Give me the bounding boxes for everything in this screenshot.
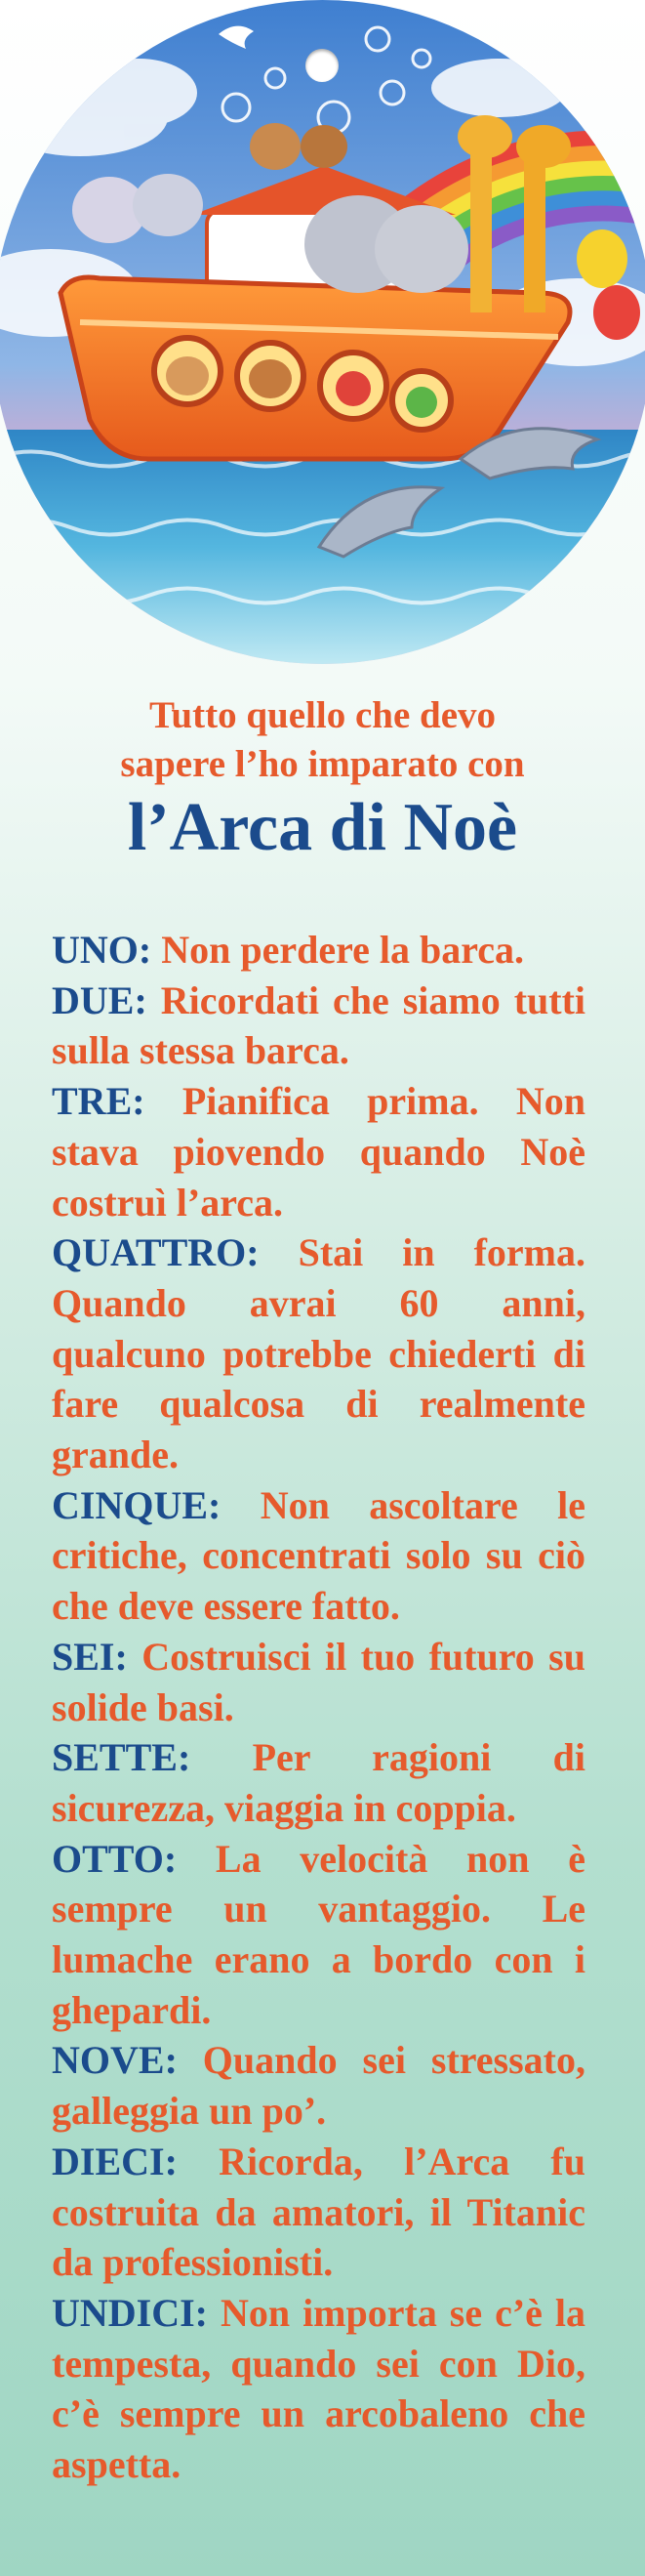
rule-text: La velocità non è sempre un vantaggio. Le lumache erano a bordo con i ghepardi. bbox=[52, 1836, 586, 2032]
punch-hole bbox=[305, 49, 339, 82]
rule-text: Non perdere la barca. bbox=[161, 928, 525, 972]
rule-number: UNDICI: bbox=[52, 2290, 208, 2335]
rules-list bbox=[52, 925, 585, 2490]
rule-number: DUE: bbox=[52, 977, 147, 1022]
rule-number: CINQUE: bbox=[52, 1482, 222, 1527]
rule-text: Stai in forma. Quando avrai 60 anni, qualcuno potrebbe chiederti di fare qualcosa di realmente grande. bbox=[52, 1230, 585, 1477]
rule-item bbox=[52, 1480, 585, 1632]
rule-number: SETTE: bbox=[52, 1735, 191, 1780]
rule-item bbox=[52, 1076, 585, 1227]
rule-number: DIECI: bbox=[52, 2139, 178, 2183]
noah-ark-illustration bbox=[0, 0, 645, 664]
rule-text: Pianifica prima. Non stava piovendo quando Noè costruì l’arca. bbox=[52, 1079, 585, 1225]
rule-item bbox=[52, 1732, 585, 1833]
rule-number: SEI: bbox=[52, 1634, 128, 1679]
rule-text: Non importa se c’è la tempesta, quando sei con Dio, c’è sempre un arcobaleno che aspetta. bbox=[52, 2290, 585, 2487]
intro-line-1: Tutto quello che devo bbox=[148, 694, 497, 736]
rule-number: UNO: bbox=[52, 928, 152, 972]
rule-text: Quando sei stressato, galleggia un po’. bbox=[52, 2038, 585, 2134]
rule-item bbox=[52, 1834, 585, 2036]
rule-text: Costruisci il tuo futuro su solide basi. bbox=[52, 1634, 585, 1729]
rule-number: TRE: bbox=[52, 1079, 145, 1124]
page-title: l’Arca di Noè bbox=[127, 790, 518, 865]
rule-text: Non ascoltare le critiche, concentrati solo su ciò che deve essere fatto. bbox=[52, 1482, 585, 1629]
rule-text: Ricorda, l’Arca fu costruita da amatori, il Titanic da professionisti. bbox=[52, 2139, 585, 2285]
rule-item bbox=[52, 1227, 585, 1480]
ark-hull bbox=[60, 277, 570, 459]
rule-text: Ricordati che siamo tutti sulla stessa barca. bbox=[52, 977, 586, 1073]
rule-number: NOVE: bbox=[52, 2038, 178, 2083]
rule-item bbox=[52, 2288, 585, 2490]
intro-text bbox=[0, 691, 645, 789]
rule-text: Per ragioni di sicurezza, viaggia in coppia. bbox=[52, 1735, 585, 1830]
rule-item bbox=[52, 976, 585, 1076]
intro-line-2: sapere l’ho imparato con bbox=[120, 743, 525, 785]
rule-number: QUATTRO: bbox=[52, 1230, 260, 1275]
rule-number: OTTO: bbox=[52, 1836, 178, 1881]
rule-item bbox=[52, 2035, 585, 2136]
rule-item bbox=[52, 925, 585, 976]
rule-item bbox=[52, 2137, 585, 2288]
rule-item bbox=[52, 1632, 585, 1732]
